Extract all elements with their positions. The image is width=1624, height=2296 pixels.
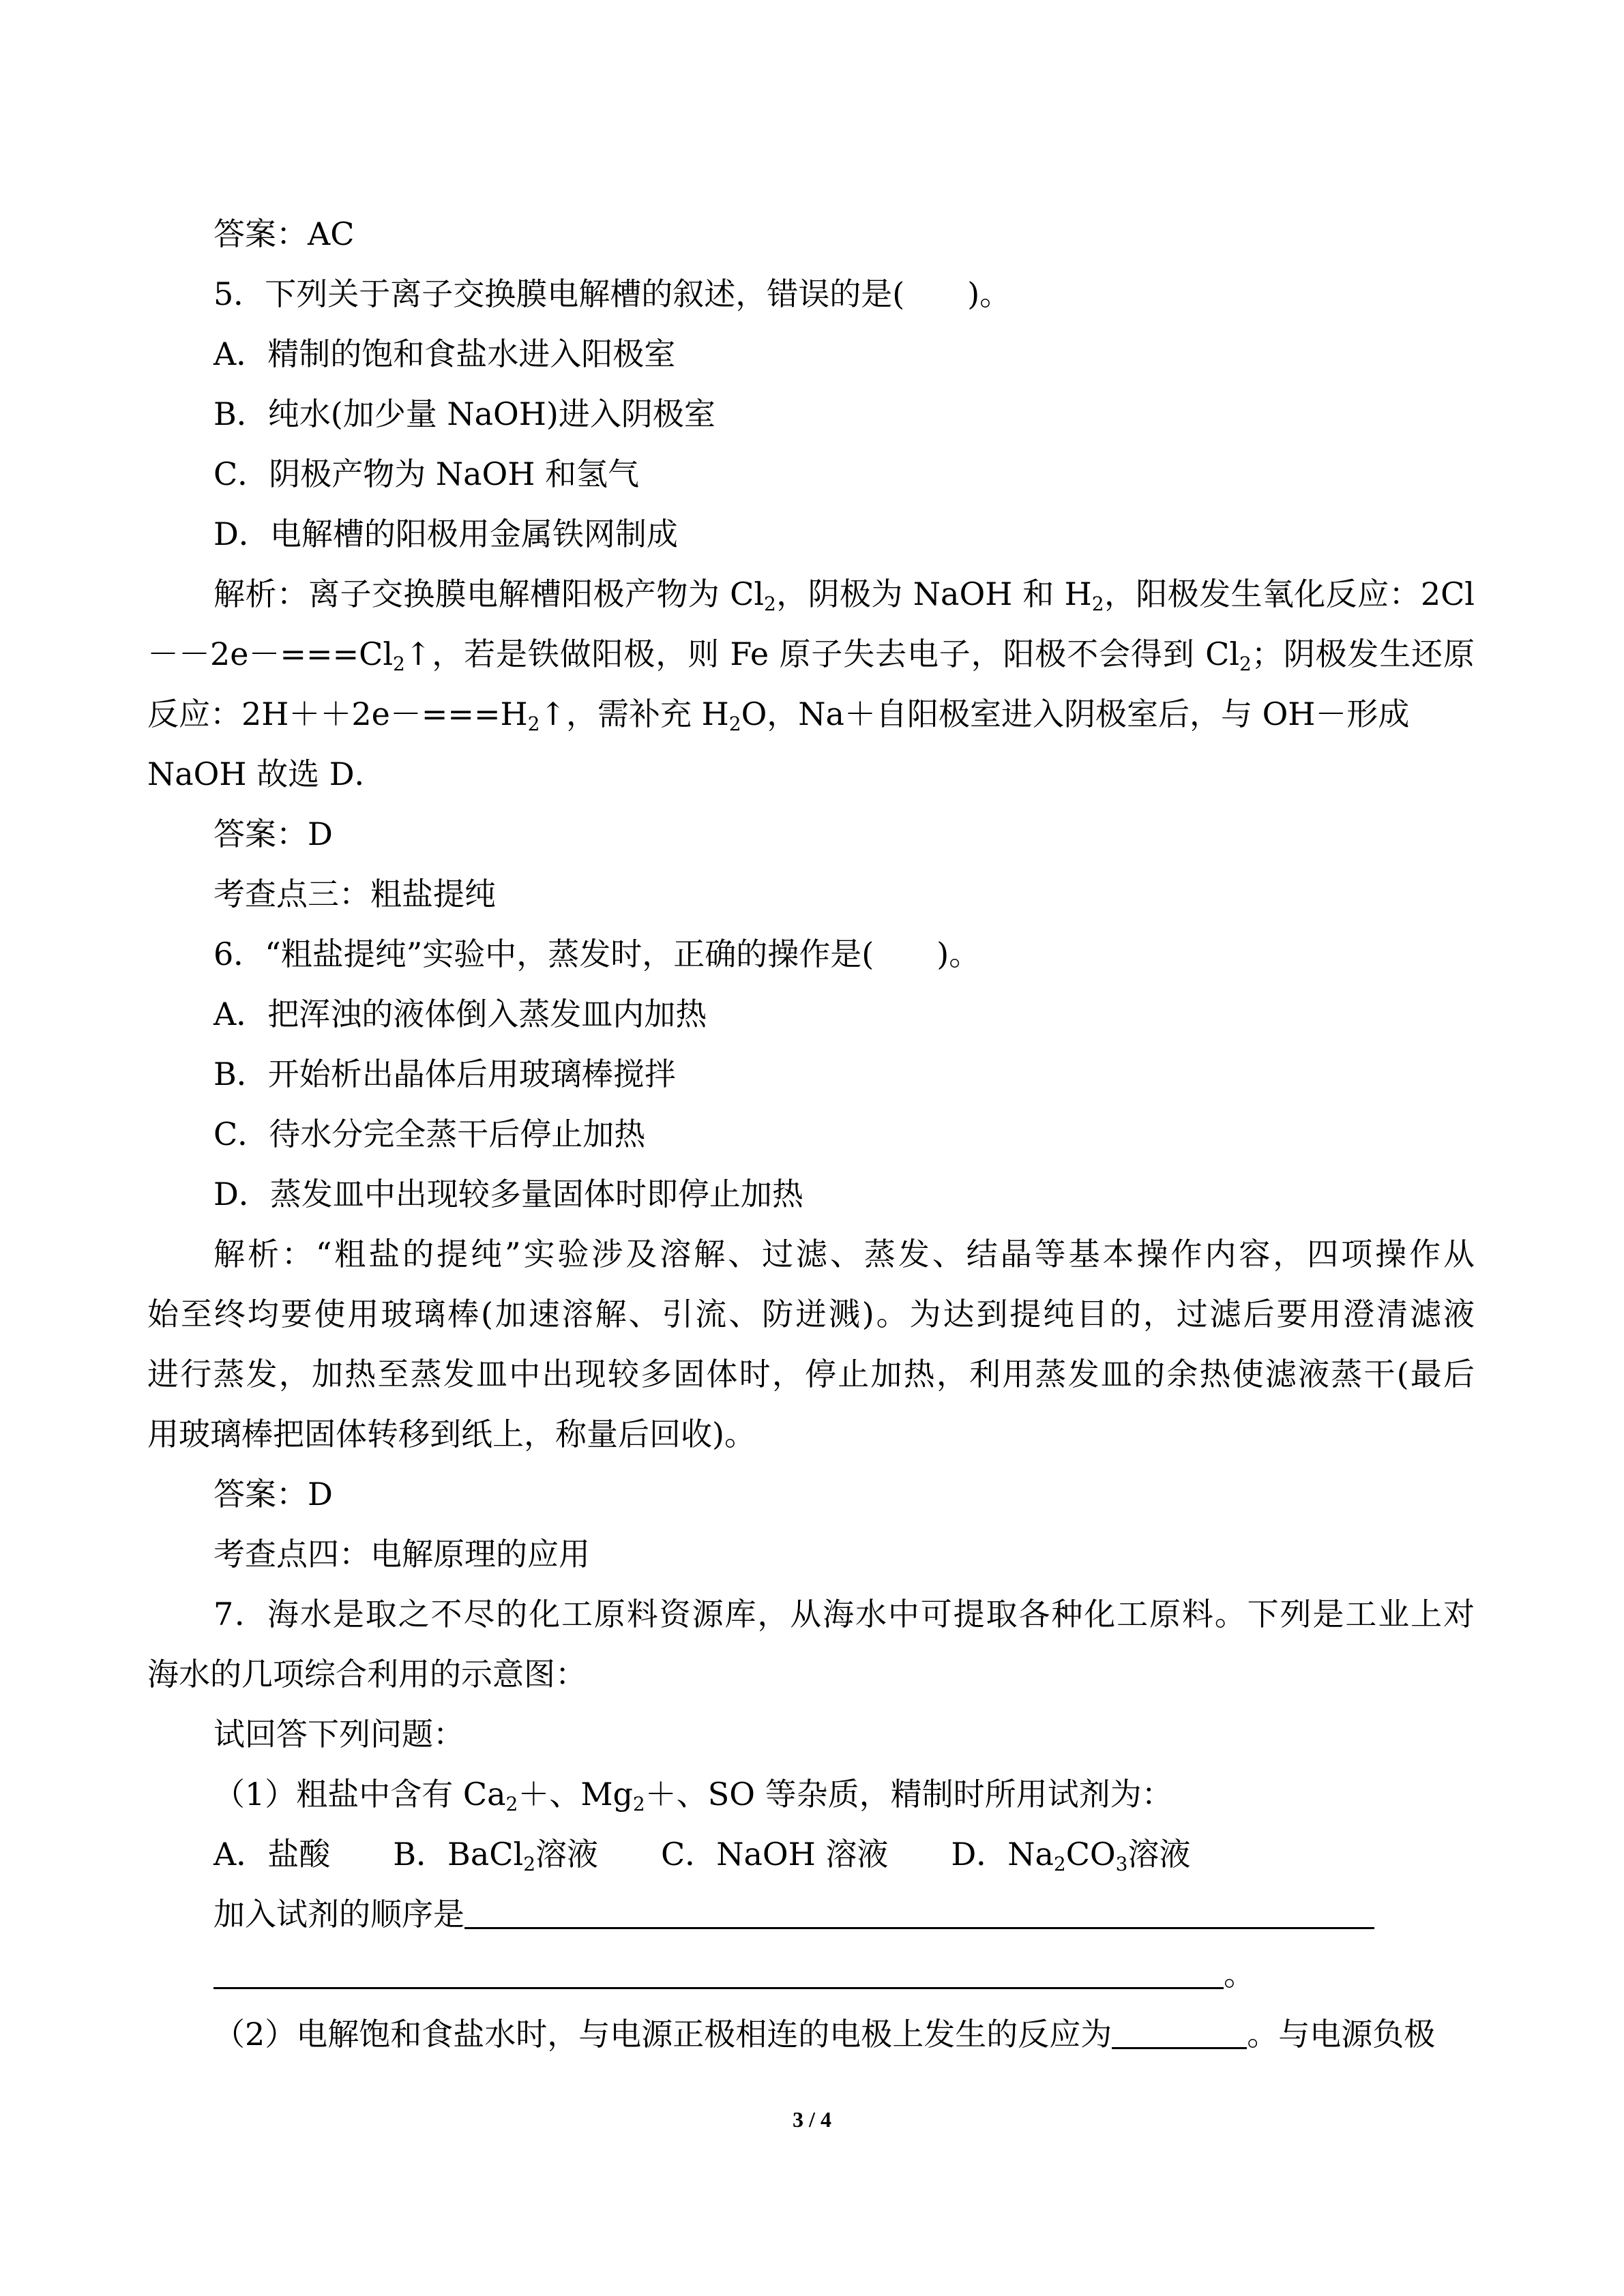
- q7-part-1: （1）粗盐中含有 $Ca_2+$、$Mg_2+$、SO 等杂质，精制时所用试剂为：: [213, 1776, 1173, 1815]
- anode-reaction-blank[interactable]: [1112, 2017, 1247, 2049]
- question-5: 5．下列关于离子交换膜电解槽的叙述，错误的是( )。: [213, 275, 1012, 312]
- q5-option-d: D．电解槽的阳极用金属铁网制成: [213, 516, 678, 552]
- question-7-prompt: 试回答下列问题：: [213, 1716, 464, 1753]
- q5-explanation-line-4: NaOH 故选 D．: [147, 756, 386, 792]
- reagent-order-blank-2[interactable]: [213, 1957, 1224, 1989]
- q5-option-b: B．纯水(加少量 NaOH)进入阴极室: [213, 396, 715, 432]
- q6-explanation-line-3: 进行蒸发，加热至蒸发皿中出现较多固体时，停止加热，利用蒸发皿的余热使滤液蒸干(最后: [147, 1356, 1475, 1392]
- section-point-3: 考查点三：粗盐提纯: [213, 876, 496, 912]
- reagent-c: C．NaOH 溶液: [661, 1836, 889, 1873]
- q5-explanation-line-1: 解析：离子交换膜电解槽阳极产物为 $Cl_2$，阴极为 NaOH 和 $H_2$，阳极发生氧化反应：2Cl: [213, 576, 1475, 615]
- question-6: 6．“粗盐提纯”实验中，蒸发时，正确的操作是( )。: [213, 936, 981, 972]
- reagent-d: D．$Na_2CO_3$溶液: [951, 1836, 1191, 1875]
- reagent-order-row: 加入试剂的顺序是: [213, 1894, 1374, 1935]
- q6-option-c: C．待水分完全蒸干后停止加热: [213, 1116, 646, 1152]
- q5-option-a: A．精制的饱和食盐水进入阳极室: [213, 336, 676, 372]
- page-number: 3 / 4: [793, 2107, 831, 2132]
- reagent-a: A．盐酸: [213, 1836, 331, 1873]
- q6-option-d: D．蒸发皿中出现较多量固体时即停止加热: [213, 1176, 803, 1212]
- q5-explanation-line-3: 反应：$2H++2e-===H_2↑$，需补充 $H_2O$，Na＋自阳极室进入阴极室后，与 OH－形成: [147, 696, 1410, 735]
- reagent-order-continuation: 。: [213, 1954, 1255, 1995]
- answer-5: 答案：D: [213, 816, 333, 852]
- reagent-order-blank[interactable]: [464, 1897, 1374, 1929]
- q6-explanation-line-4: 用玻璃棒把固体转移到纸上，称量后回收)。: [147, 1416, 756, 1452]
- q7-part-2: （2）电解饱和食盐水时，与电源正极相连的电极上发生的反应为 。与电源负极: [213, 2016, 1436, 2053]
- q7-reagent-options: [213, 1834, 1190, 1875]
- question-7-line-2: 海水的几项综合利用的示意图：: [147, 1656, 587, 1693]
- q6-explanation-line-1: 解析：“粗盐的提纯”实验涉及溶解、过滤、蒸发、结晶等基本操作内容，四项操作从: [213, 1236, 1475, 1272]
- answer-6: 答案：D: [213, 1476, 333, 1512]
- question-7-line-1: 7．海水是取之不尽的化工原料资源库，从海水中可提取各种化工原料。下列是工业上对: [213, 1596, 1475, 1632]
- q6-explanation-line-2: 始至终均要使用玻璃棒(加速溶解、引流、防迸溅)。为达到提纯目的，过滤后要用澄清滤液: [147, 1296, 1475, 1332]
- section-point-4: 考查点四：电解原理的应用: [213, 1536, 590, 1572]
- reagent-b: B．BaCl$_2$溶液: [393, 1836, 599, 1875]
- q6-option-b: B．开始析出晶体后用玻璃棒搅拌: [213, 1056, 676, 1092]
- q5-explanation-line-2: $--2e-===Cl_2↑$，若是铁做阳极，则 Fe 原子失去电子，阳极不会得到 $Cl_2$；阴极发生还原: [147, 636, 1475, 675]
- q5-option-c: C．阴极产物为 NaOH 和氢气: [213, 456, 639, 492]
- answer-4: 答案：AC: [213, 215, 355, 252]
- q6-option-a: A．把浑浊的液体倒入蒸发皿内加热: [213, 996, 707, 1032]
